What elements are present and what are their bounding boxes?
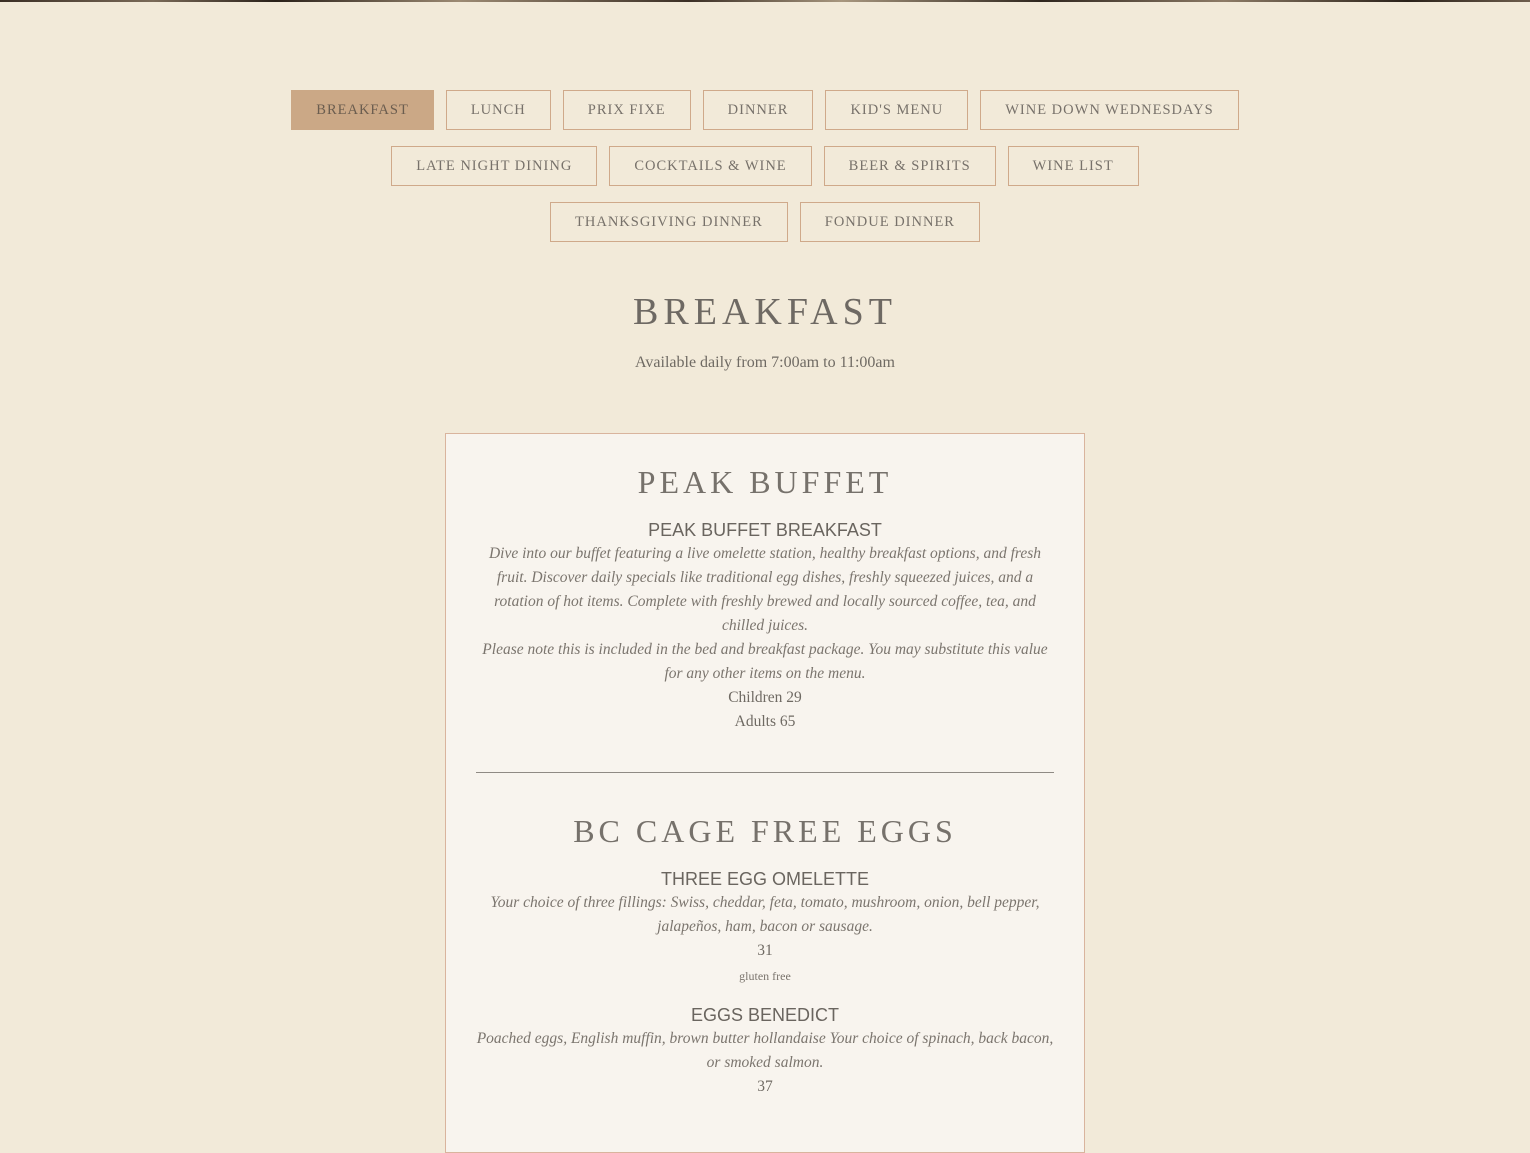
menu-tabs-row-2 [0,146,1530,186]
item-description: Dive into our buffet featuring a live omelette station, healthy breakfast options, and fresh fruit. Discover daily specials like traditional egg dishes, freshly squeezed juices, and a rotation of hot items. Complete with freshly brewed and locally sourced coffee, tea, and chilled juices. [488,545,1042,634]
menu-group-peak-buffet [476,462,1054,734]
item-dietary-tag: gluten free [739,969,791,983]
menu-group-bc-cage-free-eggs [476,811,1054,1099]
tab-wine-down-wednesdays[interactable]: WINE DOWN WEDNESDAYS [980,90,1239,130]
item-name: EGGS BENEDICT [690,1005,840,1025]
tab-dinner[interactable]: DINNER [703,90,814,130]
menu-item [476,1003,1054,1099]
tab-lunch[interactable]: LUNCH [446,90,551,130]
menu-item [476,867,1054,989]
item-price-children: Children 29 [728,689,802,706]
item-name: PEAK BUFFET BREAKFAST [648,520,882,540]
group-title: PEAK BUFFET [637,464,893,500]
item-price: 37 [757,1078,773,1095]
item-note: Please note this is included in the bed and breakfast package. You may substitute this value for any other items on the menu. [482,641,1048,682]
group-title: BC CAGE FREE EGGS [573,813,957,849]
tab-beer-spirits[interactable]: BEER & SPIRITS [824,146,996,186]
section-subtitle: Available daily from 7:00am to 11:00am [635,354,895,371]
item-description: Poached eggs, English muffin, brown butter hollandaise Your choice of spinach, back bacon, or smoked salmon. [476,1030,1054,1071]
section-divider [476,772,1054,773]
tab-thanksgiving-dinner[interactable]: THANKSGIVING DINNER [550,202,788,242]
tab-fondue-dinner[interactable]: FONDUE DINNER [800,202,980,242]
menu-tabs-row-1 [0,90,1530,130]
menu-card [445,433,1085,1153]
tab-cocktails-wine[interactable]: COCKTAILS & WINE [609,146,811,186]
tab-wine-list[interactable]: WINE LIST [1008,146,1139,186]
header-image-strip [0,0,1530,2]
item-description: Your choice of three fillings: Swiss, cheddar, feta, tomato, mushroom, onion, bell pepper, jalapeños, ham, bacon or sausage. [490,894,1040,935]
tab-late-night-dining[interactable]: LATE NIGHT DINING [391,146,597,186]
tab-kids-menu[interactable]: KID'S MENU [825,90,968,130]
menu-tabs [0,90,1530,258]
tab-prix-fixe[interactable]: PRIX FIXE [563,90,691,130]
tab-breakfast[interactable]: BREAKFAST [291,90,434,130]
item-name: THREE EGG OMELETTE [660,869,870,889]
section-title: BREAKFAST [633,291,897,333]
item-price-adults: Adults 65 [734,713,796,730]
menu-tabs-row-3 [0,202,1530,242]
item-price: 31 [757,942,773,959]
menu-item [476,518,1054,734]
